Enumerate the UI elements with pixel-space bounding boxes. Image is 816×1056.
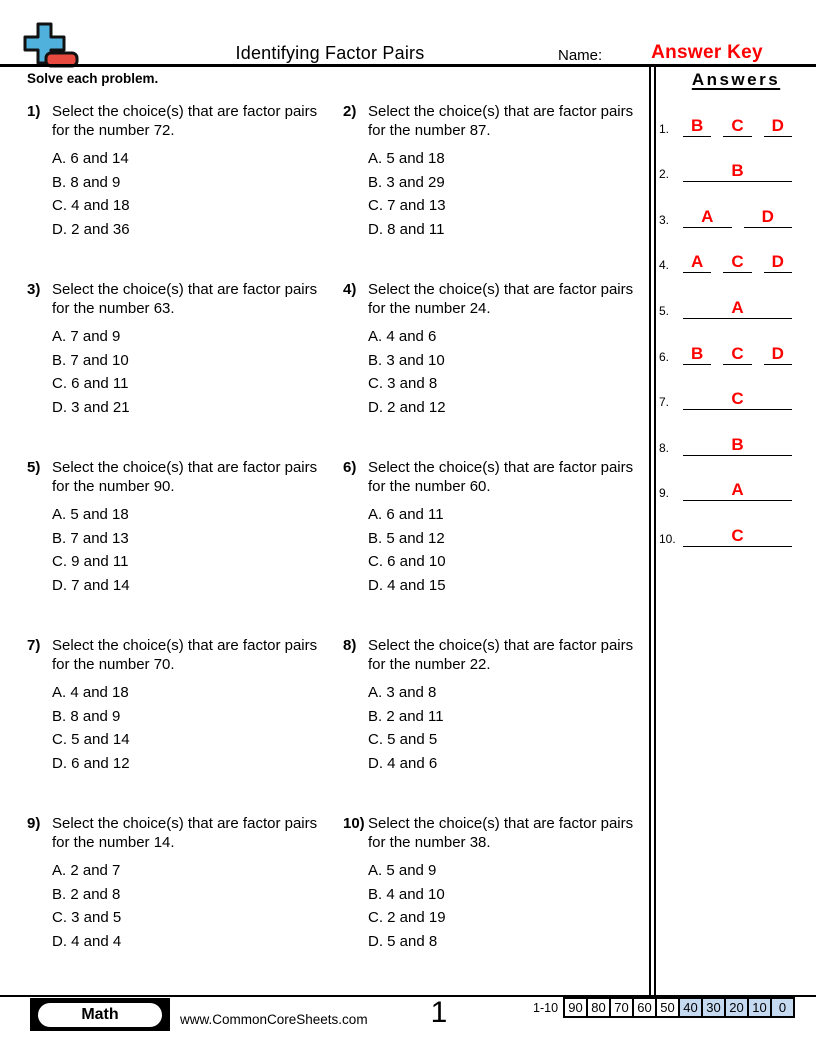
answers-divider (649, 66, 656, 995)
answer-blank (764, 344, 792, 365)
answer-number: 8. (659, 440, 670, 455)
answer-letter: A (731, 480, 744, 500)
answer-number: 3. (659, 212, 670, 227)
choice: C. 2 and 19 (368, 909, 446, 926)
choice: D. 2 and 12 (368, 398, 446, 416)
score-cell: 60 (632, 997, 657, 1018)
commoncoresheets-logo (21, 22, 79, 70)
answer-letter: B (731, 161, 744, 181)
choice: C. 5 and 5 (368, 731, 438, 748)
choice: C. 5 and 14 (52, 731, 130, 748)
answer-blanks (683, 207, 792, 228)
choice-list (27, 147, 343, 241)
answer-row (659, 365, 792, 411)
answer-letter: B (731, 434, 744, 454)
answer-letter: A (701, 206, 714, 226)
answer-letter: A (691, 252, 704, 272)
score-cell: 20 (724, 997, 749, 1018)
choice: C. 9 and 11 (52, 553, 129, 570)
choice: C. 6 and 11 (52, 375, 129, 392)
question-number: 1) (27, 103, 41, 120)
question (343, 102, 650, 280)
score-cell: 30 (701, 997, 726, 1018)
question-number: 7) (27, 637, 41, 654)
answer-row (659, 228, 792, 274)
answer-blank (723, 252, 751, 273)
question-text: Select the choice(s) that are factor pairs for the number 38. (368, 815, 634, 851)
subject-label: Math (38, 1003, 162, 1027)
question-text: Select the choice(s) that are factor pairs for the number 14. (52, 815, 318, 851)
answer-letter: C (731, 525, 744, 545)
question-text: Select the choice(s) that are factor pairs for the number 63. (52, 281, 318, 317)
answer-number: 2. (659, 167, 670, 182)
choice: A. 5 and 18 (52, 506, 129, 523)
instruction-text: Solve each problem. (27, 71, 159, 86)
question-text: Select the choice(s) that are factor pairs for the number 90. (52, 459, 318, 495)
choice: A. 7 and 9 (52, 328, 121, 345)
score-cell: 50 (655, 997, 680, 1018)
answer-letter: C (731, 389, 744, 409)
score-cell: 10 (747, 997, 772, 1018)
choice: A. 5 and 18 (368, 150, 445, 167)
score-range-label: 1-10 (533, 1000, 559, 1015)
answer-blank (683, 252, 711, 273)
answer-letter: D (761, 206, 774, 226)
choice: C. 3 and 5 (52, 909, 122, 926)
answer-blanks (683, 526, 792, 547)
choice: D. 5 and 8 (368, 932, 438, 950)
answer-blanks (683, 435, 792, 456)
question-text: Select the choice(s) that are factor pairs for the number 87. (368, 103, 634, 139)
answer-letter: B (691, 343, 704, 363)
question (27, 280, 343, 458)
answer-blanks (683, 252, 792, 273)
question-number: 4) (343, 281, 357, 298)
answer-number: 6. (659, 349, 670, 364)
choice: B. 2 and 8 (52, 885, 121, 903)
answer-blank (683, 480, 792, 501)
choice: B. 7 and 13 (52, 529, 129, 547)
choice: D. 4 and 6 (368, 754, 438, 772)
subject-box (30, 998, 170, 1031)
choice: A. 3 and 8 (368, 684, 437, 701)
choice: C. 4 and 18 (52, 197, 130, 214)
name-label: Name: (558, 47, 603, 64)
answer-key-text: Answer Key (651, 42, 763, 63)
choice: D. 8 and 11 (368, 220, 445, 238)
question (343, 458, 650, 636)
score-cell: 80 (586, 997, 611, 1018)
question-number: 3) (27, 281, 41, 298)
question-number: 10) (343, 815, 365, 832)
choice-list (343, 503, 650, 597)
choice: D. 4 and 4 (52, 932, 122, 950)
choice: D. 4 and 15 (368, 576, 446, 594)
question-text: Select the choice(s) that are factor pairs for the number 72. (52, 103, 318, 139)
question-text: Select the choice(s) that are factor pairs for the number 60. (368, 459, 634, 495)
answer-blank (683, 526, 792, 547)
question (27, 102, 343, 280)
answer-blank (764, 252, 792, 273)
choice: B. 2 and 11 (368, 707, 444, 725)
answer-number: 5. (659, 303, 670, 318)
choice: B. 8 and 9 (52, 173, 121, 191)
choice-list (343, 859, 650, 953)
answer-number: 7. (659, 395, 670, 410)
choice: C. 7 and 13 (368, 197, 446, 214)
choice: A. 6 and 11 (368, 506, 444, 523)
answer-blanks (683, 344, 792, 365)
score-table (565, 997, 795, 1018)
question-number: 6) (343, 459, 357, 476)
answers-title: Answers (691, 70, 781, 89)
choice: B. 3 and 10 (368, 351, 445, 369)
answer-row (659, 182, 792, 228)
choice: C. 3 and 8 (368, 375, 438, 392)
choice: B. 5 and 12 (368, 529, 445, 547)
score-cell: 40 (678, 997, 703, 1018)
website-text: www.CommonCoreSheets.com (180, 1012, 368, 1027)
answer-blank (683, 207, 732, 228)
answer-letter: D (771, 252, 784, 272)
question-text: Select the choice(s) that are factor pairs for the number 22. (368, 637, 634, 673)
questions-grid (27, 102, 647, 992)
answer-blank (764, 116, 792, 137)
answer-blanks (683, 480, 792, 501)
choice-list (343, 681, 650, 775)
page-title: Identifying Factor Pairs (235, 43, 425, 63)
score-cell: 70 (609, 997, 634, 1018)
answer-blanks (683, 298, 792, 319)
question (343, 814, 650, 992)
answer-blank (683, 161, 792, 182)
question (27, 814, 343, 992)
answer-row (659, 501, 792, 547)
answer-number: 9. (659, 486, 670, 501)
choice: C. 6 and 10 (368, 553, 446, 570)
score-cell: 90 (563, 997, 588, 1018)
header-rule (0, 64, 816, 67)
choice: A. 4 and 18 (52, 684, 129, 701)
question-text: Select the choice(s) that are factor pairs for the number 70. (52, 637, 318, 673)
choice: B. 3 and 29 (368, 173, 445, 191)
question (343, 280, 650, 458)
choice: D. 3 and 21 (52, 398, 130, 416)
answer-blank (683, 116, 711, 137)
answer-number: 10. (659, 531, 676, 546)
choice: B. 8 and 9 (52, 707, 121, 725)
choice-list (343, 325, 650, 419)
score-row (533, 997, 795, 1018)
choice: D. 7 and 14 (52, 576, 130, 594)
question-number: 8) (343, 637, 357, 654)
answer-blank (683, 298, 792, 319)
answer-letter: C (731, 115, 744, 135)
answer-row (659, 319, 792, 365)
choice-list (343, 147, 650, 241)
answer-blank (683, 389, 792, 410)
choice-list (27, 503, 343, 597)
plus-minus-icon (21, 22, 79, 70)
choice: A. 2 and 7 (52, 862, 121, 879)
answer-letter: C (731, 252, 744, 272)
choice-list (27, 859, 343, 953)
question-number: 2) (343, 103, 357, 120)
question (27, 458, 343, 636)
choice: B. 4 and 10 (368, 885, 445, 903)
choice-list (27, 325, 343, 419)
answer-row (659, 456, 792, 502)
answer-row (659, 273, 792, 319)
question-number: 9) (27, 815, 41, 832)
choice: A. 4 and 6 (368, 328, 437, 345)
answer-letter: C (731, 343, 744, 363)
score-cell: 0 (770, 997, 795, 1018)
answer-row (659, 137, 792, 183)
question (343, 636, 650, 814)
answer-row (659, 410, 792, 456)
question (27, 636, 343, 814)
answer-number: 4. (659, 258, 670, 273)
choice: A. 5 and 9 (368, 862, 437, 879)
choice-list (27, 681, 343, 775)
answer-letter: D (771, 115, 784, 135)
choice: D. 6 and 12 (52, 754, 130, 772)
answer-number: 1. (659, 121, 670, 136)
answer-blank (723, 116, 751, 137)
choice: B. 7 and 10 (52, 351, 129, 369)
answer-blanks (683, 116, 792, 137)
choice: A. 6 and 14 (52, 150, 129, 167)
answer-letter: A (731, 297, 744, 317)
answer-row (659, 91, 792, 137)
answer-blanks (683, 389, 792, 410)
choice: D. 2 and 36 (52, 220, 130, 238)
answer-blank (683, 344, 711, 365)
page-number: 1 (430, 996, 448, 1029)
answer-blank (723, 344, 751, 365)
answer-blank (683, 435, 792, 456)
question-text: Select the choice(s) that are factor pairs for the number 24. (368, 281, 634, 317)
answer-blank (744, 207, 793, 228)
answer-letter: D (771, 343, 784, 363)
answer-blanks (683, 161, 792, 182)
answer-letter: B (691, 115, 704, 135)
answers-list (659, 91, 792, 547)
question-number: 5) (27, 459, 41, 476)
